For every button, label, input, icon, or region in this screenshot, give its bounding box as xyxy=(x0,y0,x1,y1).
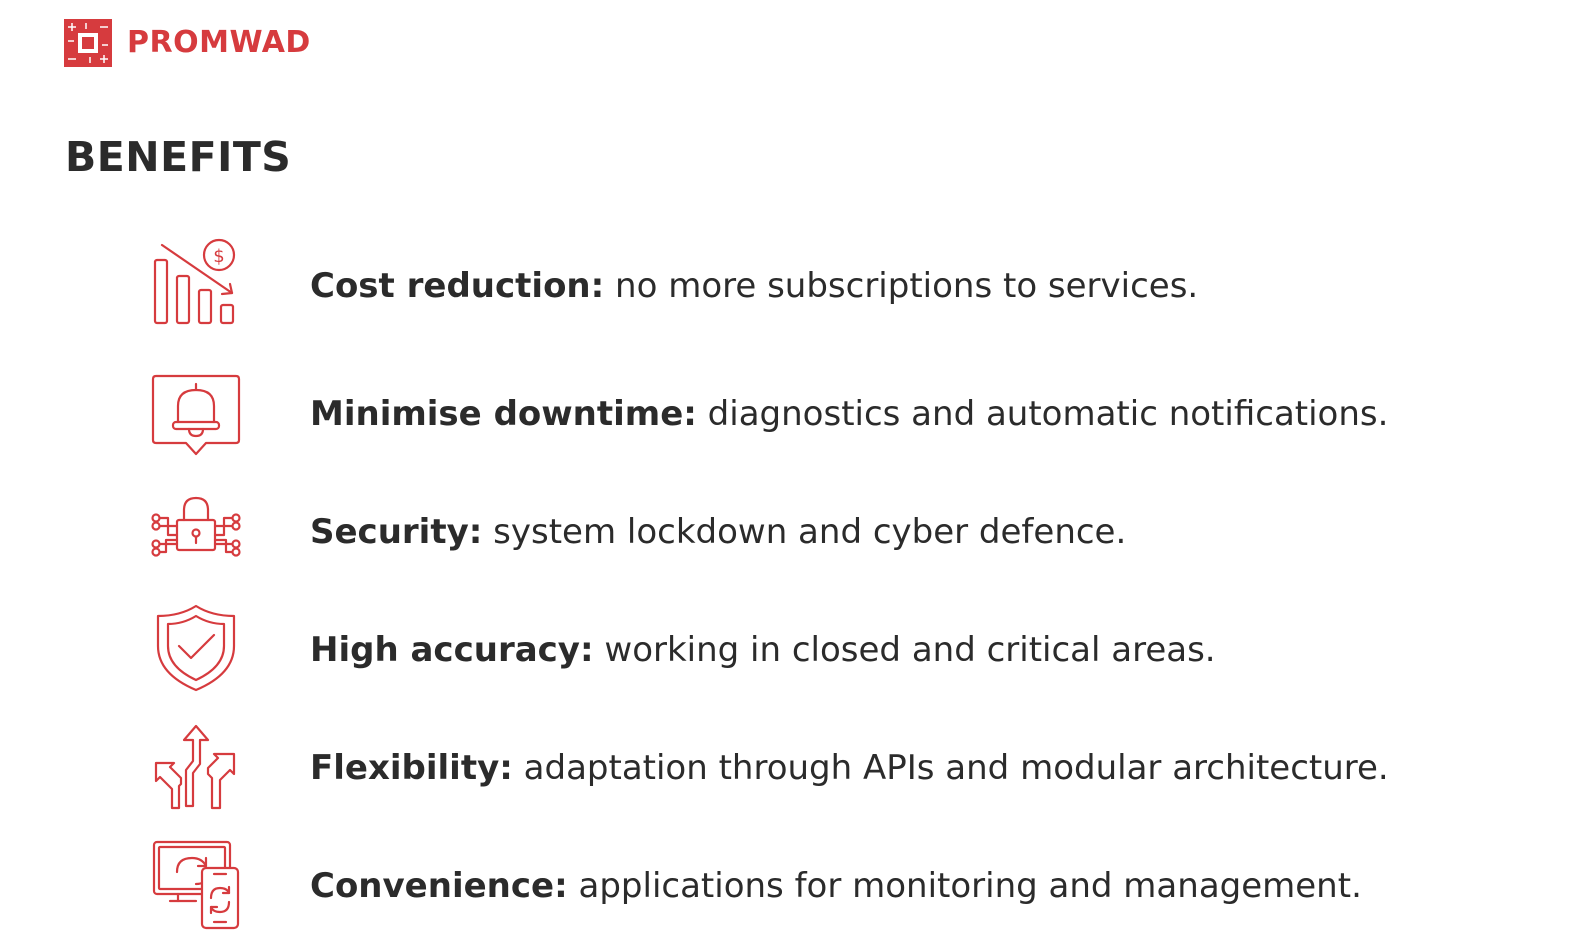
benefit-item-cost-reduction xyxy=(148,236,1548,336)
split-arrows-icon xyxy=(148,718,244,814)
benefit-description: applications for monitoring and management. xyxy=(567,866,1362,906)
bell-notification-icon xyxy=(148,364,244,460)
brand-logo[interactable] xyxy=(64,19,311,67)
benefit-text xyxy=(310,630,1216,670)
benefit-term: Cost reduction: xyxy=(310,266,605,306)
benefit-text xyxy=(310,512,1126,552)
benefit-item-high-accuracy xyxy=(148,600,1548,700)
benefit-text xyxy=(310,266,1198,306)
chip-logo-icon xyxy=(64,19,112,67)
benefit-description: working in closed and critical areas. xyxy=(593,630,1216,670)
svg-text:$: $ xyxy=(213,246,225,267)
page-title: BENEFITS xyxy=(65,133,292,181)
benefit-description: adaptation through APIs and modular architecture. xyxy=(512,748,1389,788)
benefit-term: Flexibility: xyxy=(310,748,513,788)
benefit-term: High accuracy: xyxy=(310,630,594,670)
devices-sync-icon xyxy=(148,836,244,932)
circuit-lock-icon xyxy=(148,482,244,578)
shield-check-icon xyxy=(148,600,244,696)
benefit-item-convenience xyxy=(148,836,1548,936)
benefit-description: diagnostics and automatic notifications. xyxy=(696,394,1389,434)
benefit-term: Minimise downtime: xyxy=(310,394,697,434)
benefit-term: Convenience: xyxy=(310,866,568,906)
benefit-item-minimise-downtime xyxy=(148,364,1548,464)
benefit-text xyxy=(310,866,1362,906)
brand-name: PROMWAD xyxy=(127,25,311,60)
benefit-item-flexibility xyxy=(148,718,1548,818)
benefit-item-security xyxy=(148,482,1548,582)
benefit-description: system lockdown and cyber defence. xyxy=(482,512,1127,552)
benefit-description: no more subscriptions to services. xyxy=(604,266,1199,306)
benefit-text xyxy=(310,748,1389,788)
cost-down-chart-icon xyxy=(148,236,244,332)
benefit-term: Security: xyxy=(310,512,483,552)
benefit-text xyxy=(310,394,1388,434)
